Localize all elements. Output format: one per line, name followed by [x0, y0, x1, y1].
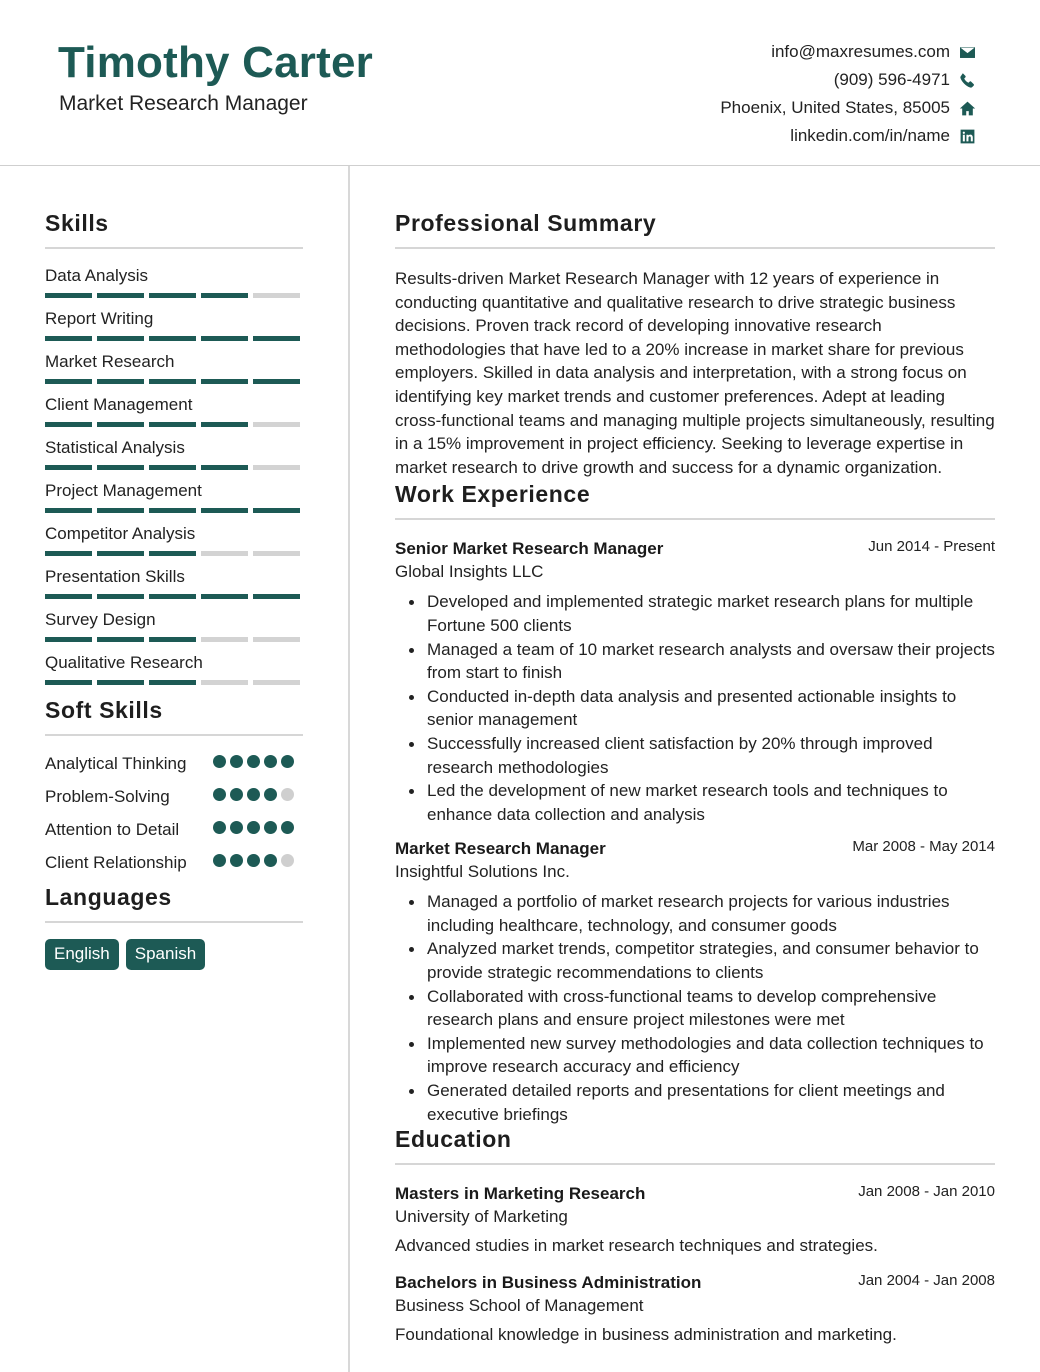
skill-level-segment — [45, 508, 92, 513]
skill-level-segment — [45, 551, 92, 556]
soft-skill-name: Problem-Solving — [45, 787, 170, 806]
education-school: University of Marketing — [395, 1207, 568, 1227]
job-bullet: Generated detailed reports and presentations for client meetings and executive briefings — [407, 1079, 995, 1126]
skill-name: Competitor Analysis — [45, 524, 196, 543]
job-entry — [395, 838, 995, 1126]
skill-level-segment — [253, 551, 300, 556]
soft-skill-level-dot — [281, 755, 294, 768]
skill-level-segment — [201, 551, 248, 556]
skill-level-bars — [45, 336, 303, 341]
job-company: Global Insights LLC — [395, 562, 544, 582]
skill-name: Statistical Analysis — [45, 438, 185, 457]
job-bullet: Successfully increased client satisfaction by 20% through improved research methodologies — [407, 732, 995, 779]
education-dates: Jan 2004 - Jan 2008 — [858, 1272, 995, 1290]
soft-skill-level-dot — [264, 854, 277, 867]
skill-level-bars — [45, 422, 303, 427]
soft-skill-level-dot — [230, 755, 243, 768]
skill-level-segment — [97, 379, 144, 384]
skill-level-segment — [97, 465, 144, 470]
skill-level-segment — [253, 594, 300, 599]
soft-skills-list — [45, 752, 303, 877]
skill-item — [45, 480, 303, 523]
education-entry — [395, 1272, 995, 1347]
skill-level-segment — [149, 336, 196, 341]
summary-text: Results-driven Market Research Manager with 12 years of experience in conducting quantitative and qualitative research to drive strategic business decisions. Proven track record of developing innovative research methodologies that have led to a 20% increase in market share for previous employers. Skilled in data analysis and interpretation, with a strong focus on identifying key market trends and customer preferences. Adept at leading cross-functional teams and managing multiple projects simultaneously, resulting in a 15% improvement in project efficiency. Seeking to leverage expertise in market research to drive growth and success for a dynamic organization. — [395, 269, 995, 477]
soft-skill-level-dot — [281, 821, 294, 834]
contact-linkedin[interactable]: linkedin.com/in/name — [720, 122, 976, 150]
skill-level-segment — [45, 293, 92, 298]
skill-name: Survey Design — [45, 610, 156, 629]
soft-skill-level-dot — [247, 821, 260, 834]
language-badge: Spanish — [126, 939, 205, 970]
soft-skill-level-dots — [213, 818, 303, 844]
skill-level-bars — [45, 551, 303, 556]
education-degree: Bachelors in Business Administration — [395, 1273, 702, 1293]
resume-header — [0, 0, 1040, 166]
contact-address: Phoenix, United States, 85005 — [720, 94, 976, 122]
languages-heading: Languages — [45, 884, 303, 923]
job-dates: Jun 2014 - Present — [868, 538, 995, 556]
skill-level-segment — [45, 594, 92, 599]
soft-skill-level-dots — [213, 752, 303, 778]
skill-level-segment — [97, 551, 144, 556]
skill-level-segment — [97, 422, 144, 427]
education-header — [395, 1272, 995, 1294]
soft-skill-name: Attention to Detail — [45, 820, 180, 839]
skill-level-segment — [253, 293, 300, 298]
skills-heading: Skills — [45, 210, 303, 249]
job-bullet: Analyzed market trends, competitor strategies, and consumer behavior to provide strategic recommendations to clients — [407, 937, 995, 984]
skill-level-segment — [97, 508, 144, 513]
skill-level-segment — [97, 680, 144, 685]
skill-level-segment — [149, 680, 196, 685]
education-degree: Masters in Marketing Research — [395, 1184, 646, 1204]
job-bullet: Conducted in-depth data analysis and presented actionable insights to senior management — [407, 685, 995, 732]
skills-list — [45, 265, 303, 695]
soft-skill-level-dot — [281, 854, 294, 867]
skill-level-segment — [149, 379, 196, 384]
job-bullet: Managed a portfolio of market research projects for various industries including healthcare, technology, and consumer goods — [407, 890, 995, 937]
job-header — [395, 538, 995, 560]
skill-level-segment — [201, 680, 248, 685]
education-header — [395, 1183, 995, 1205]
skill-level-segment — [253, 680, 300, 685]
skill-level-segment — [201, 379, 248, 384]
skill-item — [45, 351, 303, 394]
soft-skill-level-dot — [230, 821, 243, 834]
skill-level-segment — [253, 465, 300, 470]
skill-level-segment — [201, 293, 248, 298]
skill-level-bars — [45, 508, 303, 513]
soft-skill-level-dot — [281, 788, 294, 801]
skill-name: Data Analysis — [45, 266, 148, 285]
skill-item — [45, 265, 303, 308]
job-entry — [395, 538, 995, 826]
skill-level-segment — [253, 637, 300, 642]
skill-level-segment — [97, 336, 144, 341]
skill-name: Qualitative Research — [45, 653, 203, 672]
soft-skills-heading: Soft Skills — [45, 697, 303, 736]
skill-item — [45, 652, 303, 695]
education-dates: Jan 2008 - Jan 2010 — [858, 1183, 995, 1201]
education-heading: Education — [395, 1126, 995, 1165]
skill-level-segment — [253, 508, 300, 513]
job-bullet: Implemented new survey methodologies and data collection techniques to improve research accuracy and efficiency — [407, 1032, 995, 1079]
soft-skill-name: Analytical Thinking — [45, 754, 187, 773]
column-divider — [348, 166, 350, 1372]
soft-skill-level-dots — [213, 851, 303, 877]
skill-item — [45, 308, 303, 351]
soft-skill-level-dot — [247, 755, 260, 768]
job-bullet: Developed and implemented strategic market research plans for multiple Fortune 500 clients — [407, 590, 995, 637]
main-content — [395, 210, 995, 1361]
sidebar — [45, 210, 303, 970]
skill-level-segment — [45, 422, 92, 427]
job-header — [395, 838, 995, 860]
skill-level-segment — [45, 637, 92, 642]
skill-item — [45, 566, 303, 609]
skill-level-segment — [149, 508, 196, 513]
language-badge: English — [45, 939, 119, 970]
soft-skill-item — [45, 851, 303, 877]
soft-skill-level-dot — [213, 788, 226, 801]
soft-skill-item — [45, 785, 303, 811]
skill-level-bars — [45, 637, 303, 642]
skill-level-bars — [45, 465, 303, 470]
soft-skill-level-dot — [230, 854, 243, 867]
skill-level-segment — [201, 422, 248, 427]
skill-level-bars — [45, 680, 303, 685]
job-bullet: Managed a team of 10 market research analysts and oversaw their projects from start to finish — [407, 638, 995, 685]
skill-level-segment — [97, 637, 144, 642]
experience-heading: Work Experience — [395, 481, 995, 520]
skill-level-segment — [201, 465, 248, 470]
skill-level-segment — [149, 422, 196, 427]
soft-skill-level-dot — [247, 788, 260, 801]
skill-name: Presentation Skills — [45, 567, 185, 586]
education-description: Foundational knowledge in business administration and marketing. — [395, 1325, 897, 1345]
skill-level-segment — [97, 594, 144, 599]
education-list — [395, 1183, 995, 1347]
soft-skill-level-dot — [247, 854, 260, 867]
home-icon — [958, 99, 976, 117]
skill-level-segment — [201, 336, 248, 341]
envelope-icon — [958, 43, 976, 61]
education-description: Advanced studies in market research techniques and strategies. — [395, 1236, 878, 1256]
job-dates: Mar 2008 - May 2014 — [852, 838, 995, 856]
skill-level-bars — [45, 379, 303, 384]
linkedin-icon — [958, 127, 976, 145]
job-bullets — [395, 890, 995, 1126]
skill-name: Client Management — [45, 395, 193, 414]
soft-skill-name: Client Relationship — [45, 853, 187, 872]
skill-level-segment — [45, 336, 92, 341]
skill-item — [45, 609, 303, 652]
skill-level-segment — [45, 465, 92, 470]
job-bullet: Led the development of new market research tools and techniques to enhance data collection and analysis — [407, 779, 995, 826]
experience-list — [395, 538, 995, 1126]
skill-level-segment — [149, 594, 196, 599]
candidate-title: Market Research Manager — [59, 92, 308, 115]
skill-name: Report Writing — [45, 309, 154, 328]
candidate-name: Timothy Carter — [58, 38, 373, 87]
skill-level-segment — [201, 637, 248, 642]
soft-skill-level-dot — [213, 755, 226, 768]
soft-skill-item — [45, 818, 303, 844]
skill-item — [45, 523, 303, 566]
soft-skill-level-dot — [213, 821, 226, 834]
skill-level-segment — [201, 508, 248, 513]
skill-level-segment — [149, 293, 196, 298]
education-entry — [395, 1183, 995, 1258]
soft-skill-level-dot — [264, 821, 277, 834]
job-role: Senior Market Research Manager — [395, 539, 664, 559]
skill-level-segment — [45, 680, 92, 685]
skill-item — [45, 437, 303, 480]
soft-skill-level-dot — [213, 854, 226, 867]
languages-list — [45, 939, 303, 970]
job-bullets — [395, 590, 995, 826]
soft-skill-item — [45, 752, 303, 778]
soft-skill-level-dot — [264, 755, 277, 768]
skill-name: Project Management — [45, 481, 202, 500]
contact-email[interactable]: info@maxresumes.com — [720, 38, 976, 66]
soft-skill-level-dots — [213, 785, 303, 811]
education-school: Business School of Management — [395, 1296, 644, 1316]
skill-level-segment — [201, 594, 248, 599]
skill-item — [45, 394, 303, 437]
contact-list — [720, 38, 976, 150]
skill-level-segment — [45, 379, 92, 384]
skill-level-segment — [149, 465, 196, 470]
skill-name: Market Research — [45, 352, 175, 371]
job-company: Insightful Solutions Inc. — [395, 862, 570, 882]
job-role: Market Research Manager — [395, 839, 606, 859]
skill-level-segment — [97, 293, 144, 298]
skill-level-segment — [253, 422, 300, 427]
soft-skill-level-dot — [230, 788, 243, 801]
skill-level-segment — [149, 551, 196, 556]
job-bullet: Collaborated with cross-functional teams to develop comprehensive research plans and ensure project milestones were met — [407, 985, 995, 1032]
skill-level-segment — [253, 336, 300, 341]
phone-icon — [958, 71, 976, 89]
soft-skill-level-dot — [264, 788, 277, 801]
skill-level-segment — [149, 637, 196, 642]
skill-level-bars — [45, 293, 303, 298]
skill-level-bars — [45, 594, 303, 599]
summary-heading: Professional Summary — [395, 210, 995, 249]
contact-phone[interactable]: (909) 596-4971 — [720, 66, 976, 94]
skill-level-segment — [253, 379, 300, 384]
